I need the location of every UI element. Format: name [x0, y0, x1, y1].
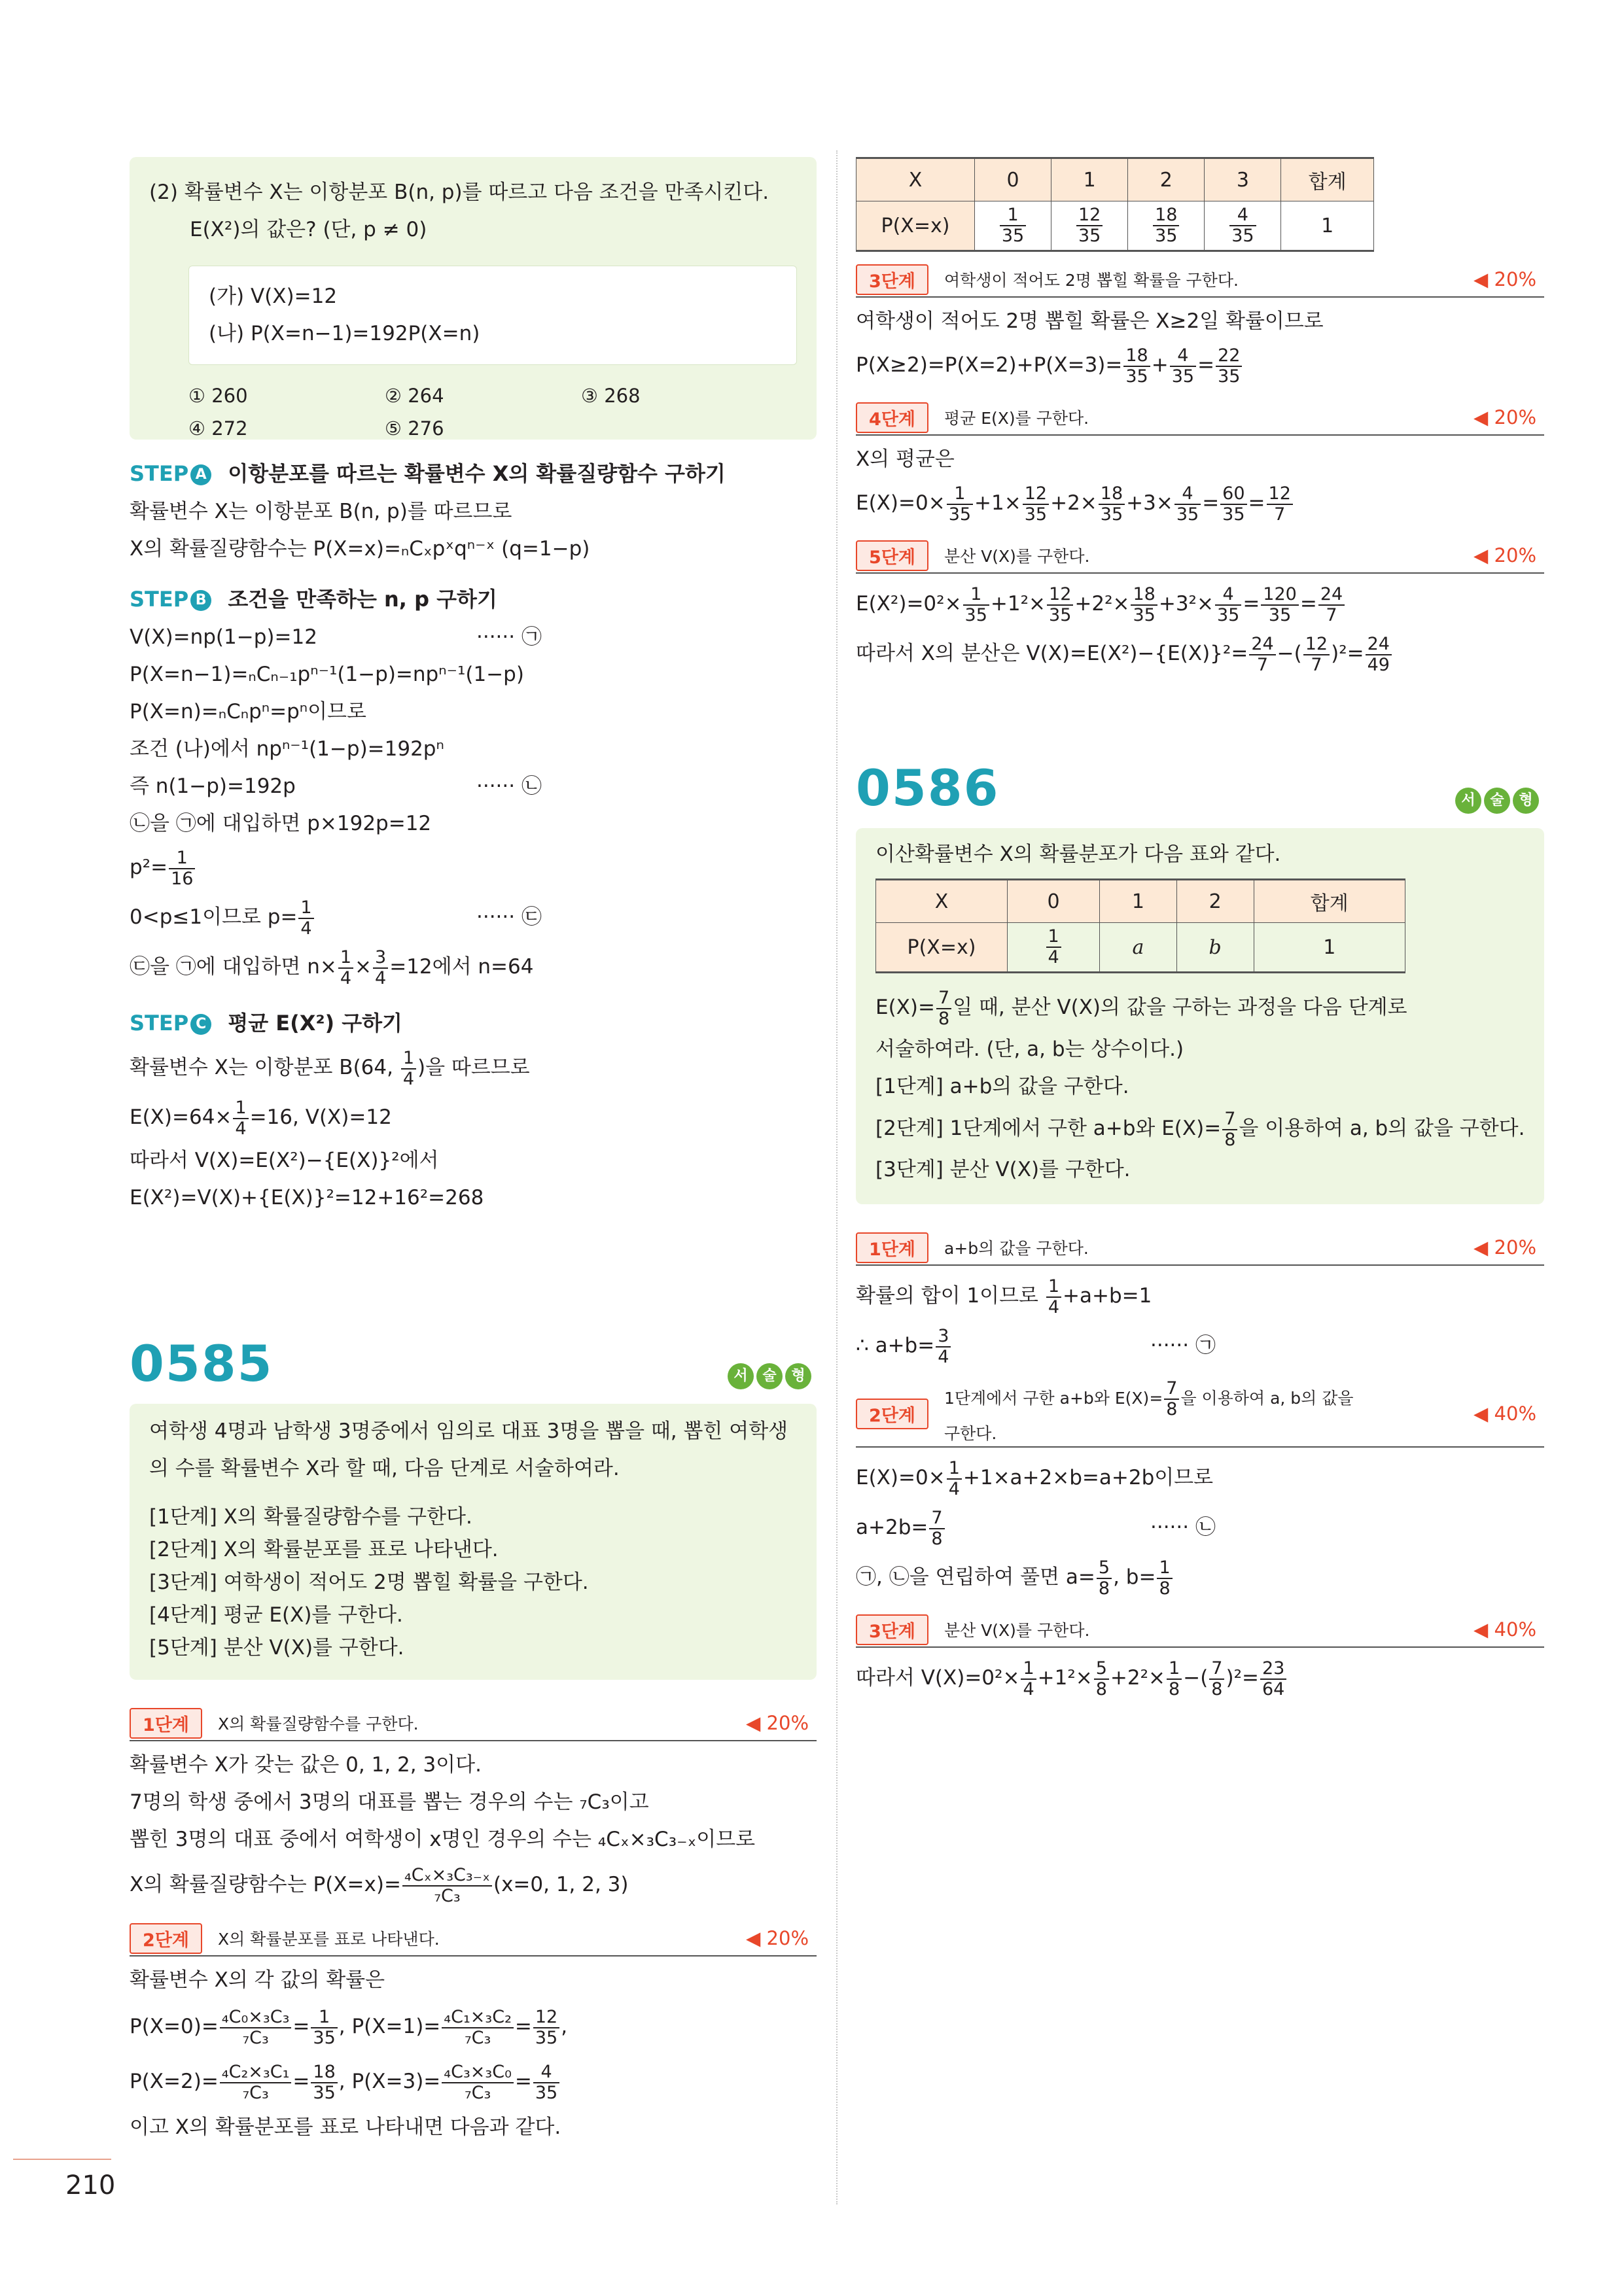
stage-3-bar-0586: 3단계 분산 V(X)를 구한다. ◀ 40% — [856, 1612, 1544, 1648]
condition-a: (가) V(X)=12 — [209, 285, 338, 308]
problem-0585: 0585 서 술 형 여학생 4명과 남학생 3명중에서 임의로 대표 3명을 뽑을 때, 뽑힌 여학생 의 수를 확률변수 X라 할 때, 다음 단계로 서술하여라. [1단계] X의 확률질량함수를 구한다. [2단계] X의 확률분포를 표로 나타낸다. [3단계] 여학생이 적어도 2명 뽑힐 확률을 구한다. [4단계] 평균 E(X)를 구한다. [5단계] 분산 V(X)를 구한다. 1단계 X의 확률질량함수를 구한다. ◀ 20% 확률변수 X가 갖는 값은 0, 1, 2, 3이다. 7명의 학생 중에서 3명의 대표를 뽑는 경우의 수는 ₇C₃이고 뽑힌 3명의 대표 중에서 여학생이 x명인 경우의 수는 ₄Cₓ×₃C₃₋ₓ이므로 X의 확률질량함수는 P(X=x)= $\frac{\text{₄Cₓ×₃C₃₋ₓ}}{\text{₇C₃}}$ (x=0, 1, 2, 3) 2단계 X의 확률분포를 표로 나타낸다. ◀ 20% 확률변수 X의 각 값의 확률은 P(X=0)= $\frac{\text{₄C₀×₃C₃}}{\text{₇C₃}}$ = $\frac{1}{35}$ , P(X=1)= $\frac{\text{₄C₁×₃C₂}}{\text{₇C₃}}$ = $\frac{12}{35}$ , P(X=2)= $\frac{\text{₄C₂×₃C₁}}{\text{₇C₃}}$ = $\frac{18}{35}$ , P(X=3)= $\frac{\text{₄C₃×₃C₀}}{\text{₇C₃}}$ = $\frac{4}{35}$ 이고 X의 확률분포를 표로 나타내면 다음과 같다. — [130, 1334, 817, 2146]
problem-box-0586: 이산확률변수 X의 확률분포가 다음 표와 같다. X 0 1 2 합계 P(X=x) $\frac{1}{4}$ a b 1 E(X)= $\frac{7}{8}$ 일 때, 분산 V(X)의 값을 구하는 과정을 다음 단계로 서술하여라. (단, a, b는 상수이다.) [1단계] a+b의 값을 구한다. [2단계] 1단계에서 구한 a+b와 E(X)= $\frac{7}{8}$ 을 이용하여 a, b의 값을 구한다. [3단계] 분산 V(X)를 구한다. — [856, 828, 1544, 1204]
stage-5-bar: 5단계 분산 V(X)를 구한다. ◀ 20% — [856, 538, 1544, 574]
step-c-heading: STEP C 평균 E(X²) 구하기 — [130, 1011, 402, 1035]
problem-box-prev — [130, 157, 817, 440]
choice-5[interactable]: ⑤ 276 — [385, 417, 444, 440]
answer-choices — [188, 379, 797, 445]
step-b-icon: B — [190, 590, 211, 611]
problem-number: 0585 — [130, 1334, 274, 1393]
problem-number: 0586 — [856, 759, 1000, 817]
stage-3-bar: 3단계 여학생이 적어도 2명 뽑힐 확률을 구한다. ◀ 20% — [856, 262, 1544, 298]
problem-statement: (2) 확률변수 X는 이항분포 B(n, p)를 따르고 다음 조건을 만족시킨다. — [149, 181, 769, 204]
condition-b: (나) P(X=n−1)=192P(X=n) — [209, 322, 480, 345]
stage-1-bar-0586: 1단계 a+b의 값을 구한다. ◀ 20% — [856, 1230, 1544, 1266]
stage-2-bar-0586: 2단계 1단계에서 구한 a+b와 E(X)= $\frac{7}{8}$ 을 이용하여 a, b의 값을 구한다. ◀ 40% — [856, 1381, 1544, 1448]
problem-0586: 0586 서 술 형 이산확률변수 X의 확률분포가 다음 표와 같다. X 0 1 2 합계 P(X=x) $\frac{1}{4}$ a b 1 E(X)= $\frac{7}{8}$ 일 때, 분산 V(X)의 값을 구하는 과정을 다음 단계로 서술하여라. (단, a, b는 상수이다.) [1단계] a+b의 값을 구한다. [2단계] 1단계에서 구한 a+b와 E(X)= $\frac{7}{8}$ 을 이용하여 a, b의 값을 구한다. [3단계] 분산 V(X)를 구한다. 1단계 a+b의 값을 구한다. ◀ 20% 확률의 합이 1이므로 $\frac{1}{4}$ +a+b=1 ∴ a+b= $\frac{3}{4}$ ······ ㉠ 2단계 1단계에서 구한 a+b와 E(X)= $\frac{7}{8}$ 을 이용하여 a, b의 값을 구한다. ◀ 40% E(X)=0× $\frac{1}{4}$ +1×a+2×b=a+2b이므로 a+2b= $\frac{7}{8}$ ······ ㉡ ㉠, ㉡을 연립하여 풀면 a= $\frac{5}{8}$ , b= $\frac{1}{8}$ 3단계 분산 V(X)를 구한다. ◀ 40% 따라서 V(X)=0²× $\frac{1}{4}$ +1²× $\frac{5}{8}$ +2²× $\frac{1}{8}$ −( $\frac{7}{8}$ )²= $\frac{23}{64}$ — [856, 759, 1544, 1703]
essay-type-badge: 서 술 형 — [728, 1363, 811, 1389]
stage-1-bar: 1단계 X의 확률질량함수를 구한다. ◀ 20% — [130, 1706, 817, 1741]
right-column: X 0 1 2 3 합계 P(X=x) $\frac{1}{35}$ $\frac{12}{35}$ $\frac{18}{35}$ $\frac{4}{35}$ 1 3단계 여학생이 적어도 2명 뽑힐 확률을 구한다. ◀ 20% 여학생이 적어도 2명 뽑힐 확률은 X≥2일 확률이므로 P(X≥2)=P(X=2)+P(X=3)= $\frac{18}{35}$ + $\frac{4}{35}$ = $\frac{22}{35}$ 4단계 평균 E(X)를 구한다. ◀ 20% X의 평균은 E(X)=0× $\frac{1}{35}$ +1× $\frac{12}{35}$ +2× $\frac{18}{35}$ +3× $\frac{4}{35}$ = $\frac{60}{35}$ = $\frac{12}{7}$ 5단계 분산 V(X)를 구한다. ◀ 20% E(X²)=0²× $\frac{1}{35}$ +1²× $\frac{12}{35}$ +2²× $\frac{18}{35}$ +3²× $\frac{4}{35}$ = $\frac{120}{35}$ = $\frac{24}{7}$ 따라서 X의 분산은 V(X)=E(X²)−{E(X)}²= $\frac{24}{7}$ −( $\frac{12}{7}$ )²= $\frac{24}{49}$ 0586 서 술 형 이산확률변수 X의 확률분포가 다음 표와 같다. X 0 1 2 합계 P(X=x) $\frac{1}{4}$ a b 1 E(X)= $\frac{7}{8}$ 일 때, 분산 V(X)의 값을 구하는 과정을 다음 단계로 서술하여라. (단, a, b는 상수이다.) [1단계] a+b의 값을 구한다. [2단계] 1단계에서 구한 a+b와 E(X)= $\frac{7}{8}$ 을 이용하여 a, b의 값을 구한다. [3단계] 분산 V(X)를 구한다. 1단계 a+b의 값을 구한다. ◀ 20% 확률의 합이 1이므로 $\frac{1}{4}$ +a+b=1 ∴ a+b= $\frac{3}{4}$ ······ ㉠ 2단계 1단계에서 구한 a+b와 E(X)= $\frac{7}{8}$ 을 이용하여 a, b의 값을 구한다. ◀ 40% E(X)=0× $\frac{1}{4}$ +1×a+2×b=a+2b이므로 a+2b= $\frac{7}{8}$ ······ ㉡ ㉠, ㉡을 연립하여 풀면 a= $\frac{5}{8}$ , b= $\frac{1}{8}$ 3단계 분산 V(X)를 구한다. ◀ 40% 따라서 V(X)=0²× $\frac{1}{4}$ +1²× $\frac{5}{8}$ +2²× $\frac{1}{8}$ −( $\frac{7}{8}$ )²= $\frac{23}{64}$ — [856, 157, 1544, 678]
problem-box-0585: 여학생 4명과 남학생 3명중에서 임의로 대표 3명을 뽑을 때, 뽑힌 여학생 의 수를 확률변수 X라 할 때, 다음 단계로 서술하여라. [1단계] X의 확률질량함수를 구한다. [2단계] X의 확률분포를 표로 나타낸다. [3단계] 여학생이 적어도 2명 뽑힐 확률을 구한다. [4단계] 평균 E(X)를 구한다. [5단계] 분산 V(X)를 구한다. — [130, 1404, 817, 1680]
stage-4-bar: 4단계 평균 E(X)를 구한다. ◀ 20% — [856, 400, 1544, 436]
choice-3[interactable]: ③ 268 — [581, 385, 641, 407]
solution-prev: STEP A 이항분포를 따르는 확률변수 X의 확률질량함수 구하기 확률변수 X는 이항분포 B(n, p)를 따르므로 X의 확률질량함수는 P(X=x)=ₙCₓpˣqⁿ⁻ˣ (q=1−p) STEP B 조건을 만족하는 n, p 구하기 V(X)=np(1−p)=12 ······ ㉠ P(X=n−1)=ₙCₙ₋₁pⁿ⁻¹(1−p)=npⁿ⁻¹(1−p) P(X=n)=ₙCₙpⁿ=pⁿ이므로 조건 (나)에서 npⁿ⁻¹(1−p)=192pⁿ 즉 n(1−p)=192p ······ ㉡ ㉡을 ㉠에 대입하면 p×192p=12 p²= $\frac{1}{16}$ 0<p≤1이므로 p= $\frac{1}{4}$ ······ ㉢ ㉢을 ㉠에 대입하면 n× $\frac{1}{4}$ × $\frac{3}{4}$ =12에서 n=64 STEP C 평균 E(X²) 구하기 확률변수 X는 이항분포 B(64, $\frac{1}{4}$ )을 따르므로 E(X)=64× $\frac{1}{4}$ =16, V(X)=12 따라서 V(X)=E(X²)−{E(X)}²에서 E(X²)=V(X)+{E(X)}²=12+16²=268 — [130, 454, 817, 1217]
problem-question: E(X²)의 값은? (단, p ≠ 0) — [190, 218, 427, 241]
column-divider — [836, 150, 838, 2204]
page-number-rule — [13, 2159, 111, 2160]
choice-4[interactable]: ④ 272 — [188, 417, 248, 440]
condition-box — [188, 266, 797, 365]
distribution-table-0585: X 0 1 2 3 합계 P(X=x) $\frac{1}{35}$ $\frac{12}{35}$ $\frac{18}{35}$ $\frac{4}{35}$ 1 — [856, 157, 1374, 252]
left-column — [130, 157, 817, 2139]
essay-type-badge: 서 술 형 — [1455, 788, 1539, 814]
page-number: 210 — [65, 2170, 116, 2200]
stage-2-bar: 2단계 X의 확률분포를 표로 나타낸다. ◀ 20% — [130, 1921, 817, 1957]
distribution-table-0586: X 0 1 2 합계 P(X=x) $\frac{1}{4}$ a b 1 — [875, 878, 1405, 973]
step-b-heading: STEP B 조건을 만족하는 n, p 구하기 — [130, 587, 497, 612]
step-a-icon: A — [190, 464, 211, 485]
choice-1[interactable]: ① 260 — [188, 385, 248, 407]
choice-2[interactable]: ② 264 — [385, 385, 444, 407]
step-a-heading: STEP A 이항분포를 따르는 확률변수 X의 확률질량함수 구하기 — [130, 461, 726, 486]
step-c-icon: C — [190, 1014, 211, 1035]
